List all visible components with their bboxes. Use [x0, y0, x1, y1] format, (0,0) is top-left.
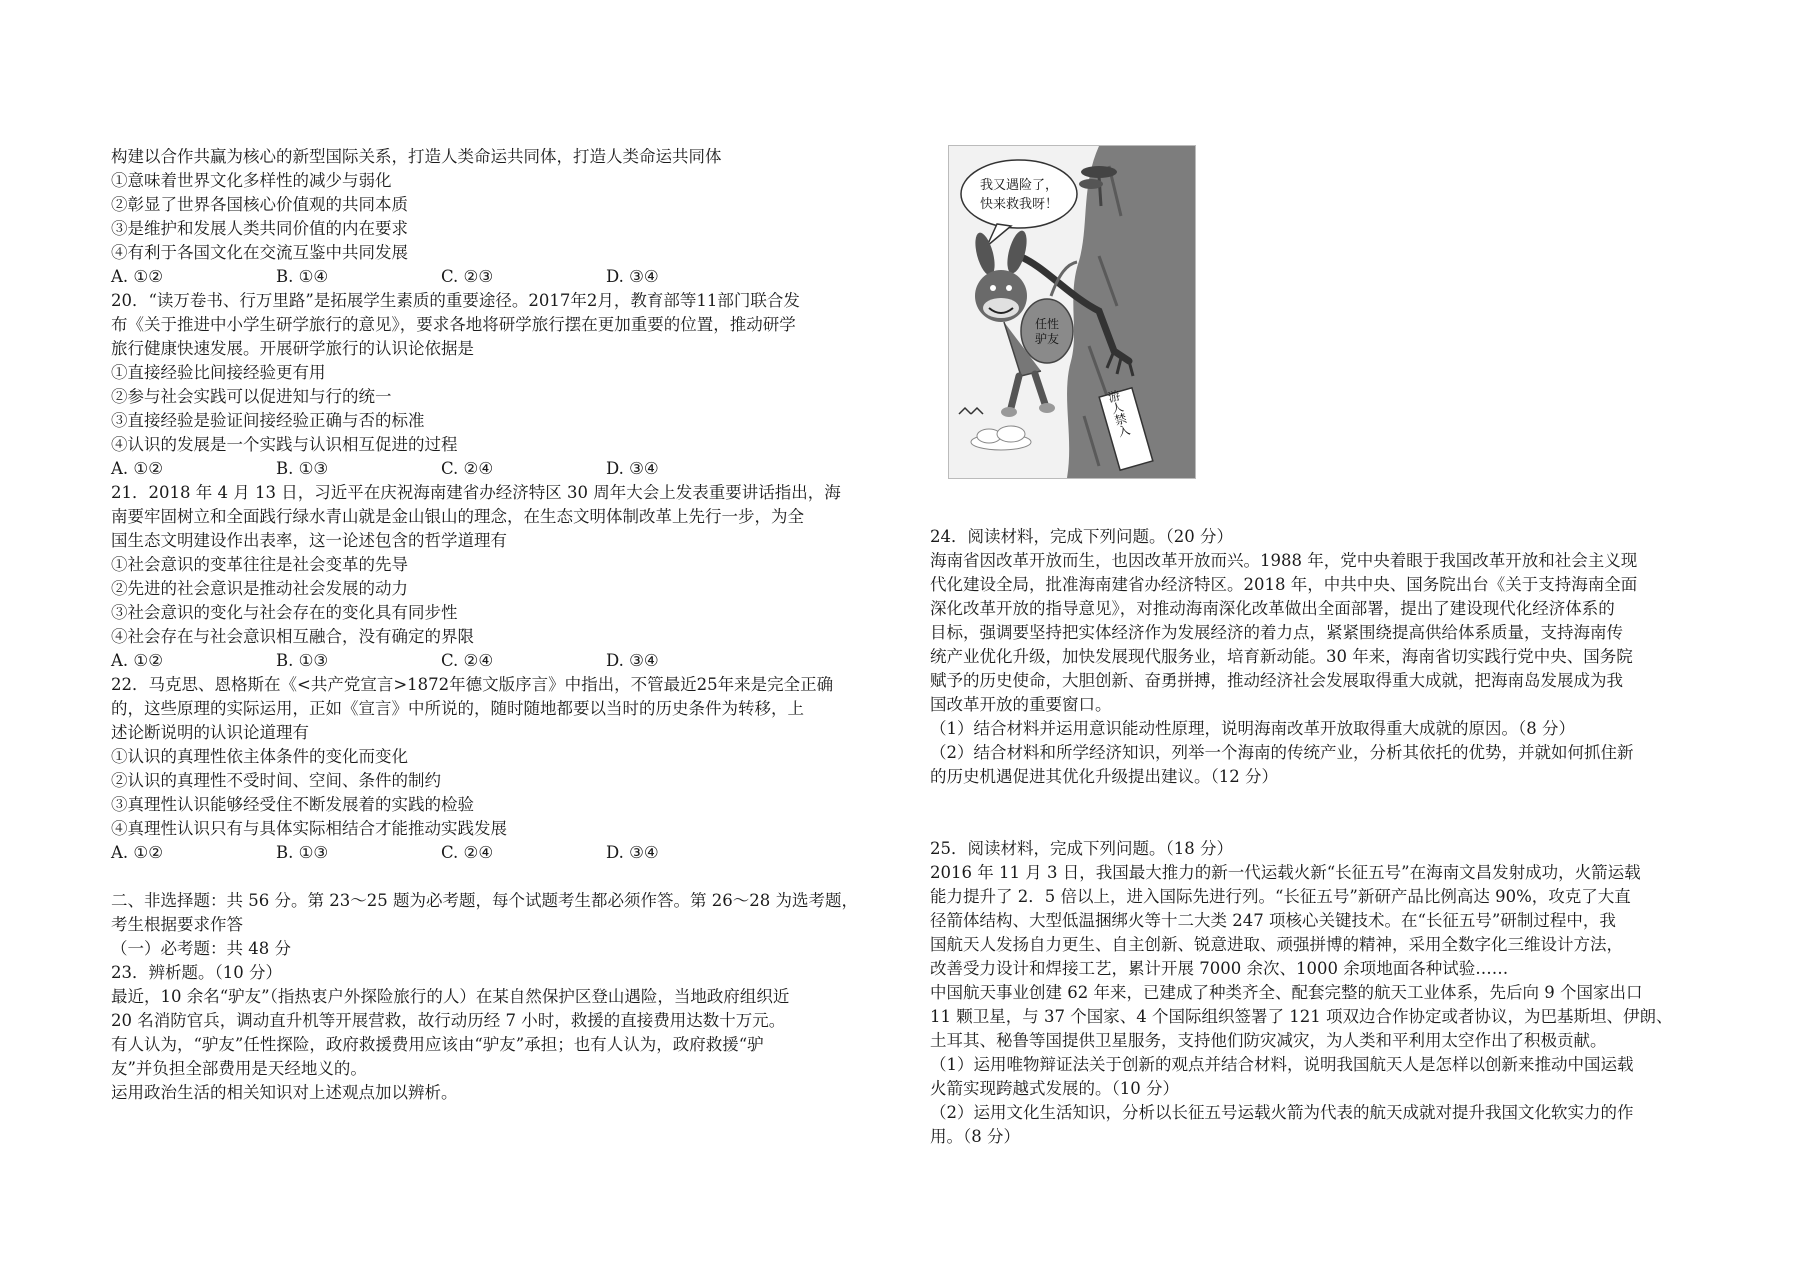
answer-option: A. ①②: [111, 459, 163, 478]
text-line: 中国航天事业创建 62 年来，已建成了种类齐全、配套完整的航天工业体系，先后向 9 个国家出口: [930, 983, 1643, 1002]
text-line: （2）结合材料和所学经济知识，列举一个海南的传统产业，分析其依托的优势，并就如何抓住新: [930, 743, 1634, 762]
answer-option: A. ①②: [111, 843, 163, 862]
answer-option: A. ①②: [111, 267, 163, 286]
answer-option: D. ③④: [606, 267, 659, 286]
text-line: 2016 年 11 月 3 日，我国最大推力的新一代运载火新“长征五号”在海南文昌发射成功，火箭运载: [930, 863, 1641, 882]
text-line: 南要牢固树立和全面践行绿水青山就是金山银山的理念，在生态文明体制改革上先行一步，为全: [111, 507, 804, 526]
text-line: 20．“读万卷书、行万里路”是拓展学生素质的重要途径。2017年2月，教育部等11部门联合发: [111, 291, 800, 310]
answer-option: C. ②④: [441, 651, 494, 670]
backpack-line-2: 驴友: [1034, 332, 1060, 346]
answer-options: [111, 457, 901, 481]
text-line: 考生根据要求作答: [111, 915, 243, 934]
text-line: 有人认为，“驴友”任性探险，政府救援费用应该由“驴友”承担；也有人认为，政府救援“驴: [111, 1035, 764, 1054]
answer-option: C. ②④: [441, 843, 494, 862]
text-line: （1）运用唯物辩证法关于创新的观点并结合材料，说明我国航天人是怎样以创新来推动中国运载: [930, 1055, 1634, 1074]
text-line: ④有利于各国文化在交流互鉴中共同发展: [111, 243, 408, 262]
spacer: [930, 813, 1750, 837]
answer-option: B. ①③: [276, 843, 329, 862]
answer-options: [111, 649, 901, 673]
text-line: ①直接经验比间接经验更有用: [111, 363, 326, 382]
left-column: [111, 145, 901, 1105]
answer-option: C. ②③: [441, 267, 494, 286]
text-line: ②先进的社会意识是推动社会发展的动力: [111, 579, 408, 598]
answer-option: A. ①②: [111, 651, 163, 670]
answer-options: [111, 265, 901, 289]
text-line: ②参与社会实践可以促进知与行的统一: [111, 387, 392, 406]
text-line: ③直接经验是验证间接经验正确与否的标准: [111, 411, 425, 430]
text-line: 能力提升了 2．5 倍以上，进入国际先进行列。“长征五号”新研产品比例高达 90%，攻克了大直: [930, 887, 1631, 906]
text-line: 述论断说明的认识论道理有: [111, 723, 309, 742]
answer-option: B. ①④: [276, 267, 329, 286]
rescue-cartoon: [948, 145, 1196, 479]
text-line: 24．阅读材料，完成下列问题。（20 分）: [930, 527, 1233, 546]
text-line: 代化建设全局，批准海南建省办经济特区。2018 年，中共中央、国务院出台《关于支持海南全面: [930, 575, 1638, 594]
text-line: 径箭体结构、大型低温捆绑火等十二大类 247 项核心关键技术。在“长征五号”研制过程中，我: [930, 911, 1616, 930]
text-line: ③真理性认识能够经受住不断发展着的实践的检验: [111, 795, 474, 814]
bubble-line-1: 我又遇险了，: [979, 178, 1059, 193]
text-line: 火箭实现跨越式发展的。（10 分）: [930, 1079, 1179, 1098]
text-line: 运用政治生活的相关知识对上述观点加以辨析。: [111, 1083, 458, 1102]
text-line: 深化改革开放的指导意见》，对推动海南深化改革做出全面部署，提出了建设现代化经济体系的: [930, 599, 1615, 618]
answer-options: [111, 841, 901, 865]
text-line: ③社会意识的变化与社会存在的变化具有同步性: [111, 603, 458, 622]
text-line: （2）运用文化生活知识，分析以长征五号运载火箭为代表的航天成就对提升我国文化软实力的作: [930, 1103, 1634, 1122]
text-line: 改善受力设计和焊接工艺，累计开展 7000 余次、1000 余项地面各种试验……: [930, 959, 1509, 978]
text-line: 20 名消防官兵，调动直升机等开展营救，故行动历经 7 小时，救援的直接费用达数十万元。: [111, 1011, 786, 1030]
text-line: （一）必考题：共 48 分: [111, 939, 291, 958]
answer-option: D. ③④: [606, 459, 659, 478]
text-line: 25．阅读材料，完成下列问题。（18 分）: [930, 839, 1233, 858]
text-line: 11 颗卫星，与 37 个国家、4 个国际组织签署了 121 项双边合作协定或者协议，为巴基斯坦、伊朗、: [930, 1007, 1673, 1026]
text-line: ①社会意识的变革往往是社会变革的先导: [111, 555, 408, 574]
sign-text: 游人禁入: [1105, 388, 1132, 439]
text-line: 国生态文明建设作出表率，这一论述包含的哲学道理有: [111, 531, 507, 550]
text-line: 目标，强调要坚持把实体经济作为发展经济的着力点，紧紧围绕提高供给体系质量，支持海南传: [930, 623, 1623, 642]
answer-option: D. ③④: [606, 651, 659, 670]
spacer: [111, 865, 901, 889]
bubble-line-2: 快来救我呀！: [979, 197, 1059, 212]
text-line: （1）结合材料并运用意识能动性原理，说明海南改革开放取得重大成就的原因。（8 分）: [930, 719, 1575, 738]
text-line: 的历史机遇促进其优化升级提出建议。（12 分）: [930, 767, 1278, 786]
spacer: [930, 789, 1750, 813]
text-line: 赋予的历史使命，大胆创新、奋勇拼搏，推动经济社会发展取得重大成就，把海南岛发展成为我: [930, 671, 1623, 690]
text-line: ①认识的真理性依主体条件的变化而变化: [111, 747, 408, 766]
text-line: 布《关于推进中小学生研学旅行的意见》，要求各地将研学旅行摆在更加重要的位置，推动研学: [111, 315, 796, 334]
text-line: 统产业优化升级，加快发展现代服务业，培育新动能。30 年来，海南省切实践行党中央、国务院: [930, 647, 1633, 666]
text-line: ②彰显了世界各国核心价值观的共同本质: [111, 195, 408, 214]
text-line: 的，这些原理的实际运用，正如《宣言》中所说的，随时随地都要以当时的历史条件为转移，上: [111, 699, 804, 718]
text-line: ④认识的发展是一个实践与认识相互促进的过程: [111, 435, 458, 454]
text-line: 二、非选择题：共 56 分。第 23～25 题为必考题，每个试题考生都必须作答。第 26～28 为选考题，: [111, 891, 858, 910]
text-line: 最近，10 余名“驴友”（指热衷户外探险旅行的人）在某自然保护区登山遇险，当地政府组织近: [111, 987, 790, 1006]
text-line: ④社会存在与社会意识相互融合，没有确定的界限: [111, 627, 474, 646]
answer-option: B. ①③: [276, 459, 329, 478]
text-line: 海南省因改革开放而生，也因改革开放而兴。1988 年，党中央着眼于我国改革开放和社会主义现: [930, 551, 1638, 570]
cartoon-drawing: [949, 146, 1195, 478]
text-line: 22．马克思、恩格斯在《<共产党宣言>1872年德文版序言》中指出，不管最近25年来是完全正确: [111, 675, 834, 694]
text-line: 国改革开放的重要窗口。: [930, 695, 1112, 714]
text-line: ②认识的真理性不受时间、空间、条件的制约: [111, 771, 441, 790]
answer-option: B. ①③: [276, 651, 329, 670]
text-line: 国航天人发扬自力更生、自主创新、锐意进取、顽强拼博的精神，采用全数字化三维设计方法，: [930, 935, 1623, 954]
text-line: ①意味着世界文化多样性的减少与弱化: [111, 171, 392, 190]
text-line: 土耳其、秘鲁等国提供卫星服务，支持他们防灾减灾，为人类和平利用太空作出了积极贡献。: [930, 1031, 1607, 1050]
text-line: 友”并负担全部费用是天经地义的。: [111, 1059, 367, 1078]
answer-option: D. ③④: [606, 843, 659, 862]
text-line: ③是维护和发展人类共同价值的内在要求: [111, 219, 408, 238]
text-line: ④真理性认识只有与具体实际相结合才能推动实践发展: [111, 819, 507, 838]
text-line: 21．2018 年 4 月 13 日，习近平在庆祝海南建省办经济特区 30 周年大会上发表重要讲话指出，海: [111, 483, 841, 502]
right-column: [930, 525, 1750, 1149]
text-line: 构建以合作共赢为核心的新型国际关系，打造人类命运共同体，打造人类命运共同体: [111, 147, 722, 166]
text-line: 用。（8 分）: [930, 1127, 1020, 1146]
text-line: 旅行健康快速发展。开展研学旅行的认识论依据是: [111, 339, 474, 358]
backpack-line-1: 任性: [1034, 317, 1060, 331]
text-line: 23．辨析题。（10 分）: [111, 963, 282, 982]
answer-option: C. ②④: [441, 459, 494, 478]
